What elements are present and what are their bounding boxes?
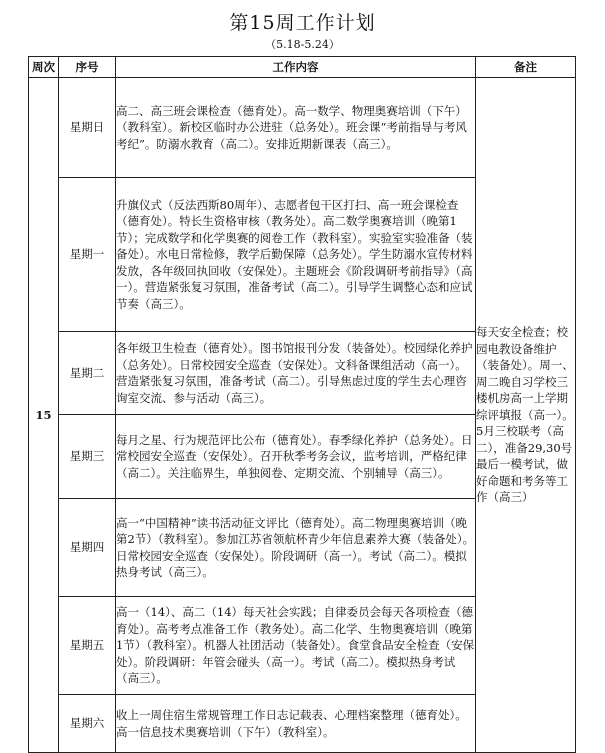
page-title: 第15周工作计划 [229, 12, 376, 34]
date-range: （5.18-5.24） [265, 38, 340, 51]
day-content: 收上一周住宿生常规管理工作日志记载表、心理档案整理（德育处）。高一信息技术奥赛培训（下午）（教科室）。 [116, 695, 476, 753]
table-header-row [29, 57, 576, 78]
day-label: 星期日 [59, 78, 116, 178]
day-label: 星期六 [59, 695, 116, 753]
day-content: 升旗仪式（反法西斯80周年）、志愿者包干区打扫、高一班会课检查（德育处）。特长生资格审核（教务处）。高二数学奥赛培训（晚第1节）；完成数学和化学奥赛的阅卷工作（教科室）。实验室实验准备（装备处）。水电日常检修，教学后勤保障（总务处）。学生防溺水宣传材料发放，各年级回执回收（安保处）。主题班会《阶段调研考前指导》（高一）。营造紧张复习氛围，准备考试（高二）。引导学生调整心态和应试节奏（高三）。 [116, 178, 476, 332]
note-cell: 每天安全检查；校园电教设备维护（装备处）。周一、周二晚自习学校三楼机房高一上学期综评填报（高一）。5月三校联考（高二），准备29,30号最后一模考试，做好命题和考务等工作（高三） [476, 78, 576, 753]
day-label: 星期一 [59, 178, 116, 332]
header-week: 周次 [29, 57, 59, 78]
day-content: 各年级卫生检查（德育处）。图书馆报刊分发（装备处）。校园绿化养护（总务处）。日常校园安全巡查（安保处）。文科备课组活动（高一）。营造紧张复习氛围，准备考试（高二）。引导焦虑过度的学生去心理咨询室交流、参与活动（高三）。 [116, 332, 476, 415]
day-label: 星期四 [59, 499, 116, 597]
header-seq: 序号 [59, 57, 116, 78]
day-content: 高一“中国精神”读书活动征文评比（德育处）。高二物理奥赛培训（晚第2节）（教科室）。参加江苏省领航杯青少年信息素养大赛（装备处）。日常校园安全巡查（安保处）。阶段调研（高一）。考试（高二）。模拟热身考试（高三）。 [116, 499, 476, 597]
day-label: 星期二 [59, 332, 116, 415]
table-row [29, 78, 576, 178]
day-label: 星期五 [59, 597, 116, 695]
day-label: 星期三 [59, 415, 116, 499]
header-note: 备注 [476, 57, 576, 78]
week-number: 15 [29, 78, 59, 753]
day-content: 每月之星、行为规范评比公布（德育处）。春季绿化养护（总务处）。日常校园安全巡查（安保处）。召开秋季考务会议，监考培训，严格纪律（高二）。关注临界生，单独阅卷、定期交流、个别辅导（高三）。 [116, 415, 476, 499]
day-content: 高一（14）、高二（14）每天社会实践；自律委员会每天各项检查（德育处）。高考考点准备工作（教务处）。高二化学、生物奥赛培训（晚第1节）（教科室）。机器人社团活动（装备处）。食堂食品安全检查（安保处）。阶段调研：年管会碰头（高一）。考试（高二）。模拟热身考试（高三）。 [116, 597, 476, 695]
day-content: 高二、高三班会课检查（德育处）。高一数学、物理奥赛培训（下午）（教科室）。新校区临时办公进驻（总务处）。班会课“考前指导与考风考纪”。防溺水教育（高二）。安排近期新课表（高三）。 [116, 78, 476, 178]
work-plan-table [28, 56, 576, 753]
header-content: 工作内容 [116, 57, 476, 78]
